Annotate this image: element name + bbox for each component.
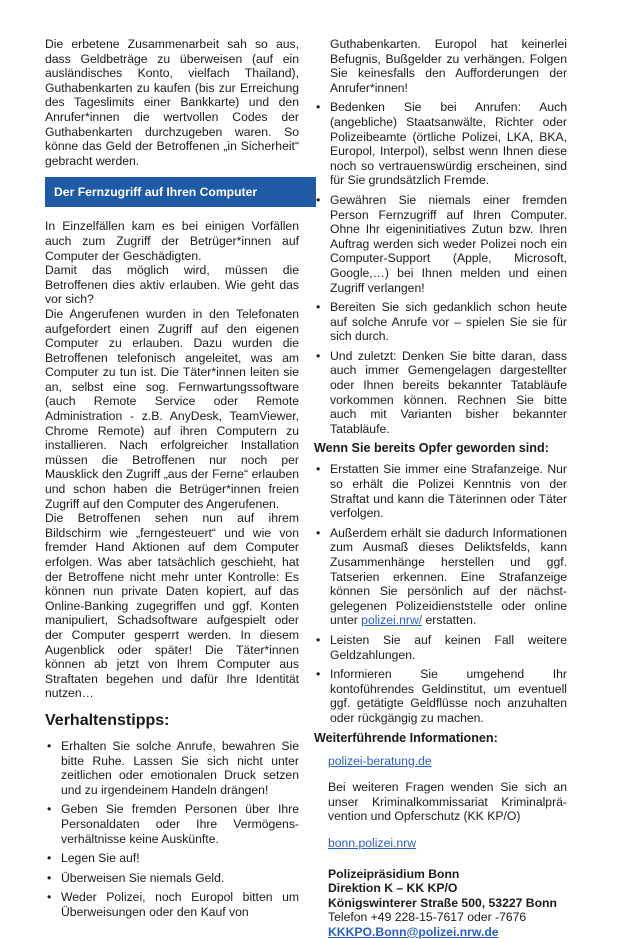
bonn-polizei-link[interactable]: bonn.polizei.nrw <box>328 836 416 850</box>
contact-dept: Direktion K – KK KP/O <box>328 881 567 896</box>
tip-item: • Bedenken Sie bei Anrufen: Auch (angebliche) Staatsanwälte, Richter oder Polizeibeamte (örtliche Polizei, LKA, BKA, Europol, Interpol), selbst wenn Ihnen diese noch so vertrauenswürdig erscheinen, sind für Sie grundsätzlich Fremde. <box>314 100 567 188</box>
tip-item: • Erhalten Sie solche Anrufe, bewahren Sie bitte Ruhe. Lassen Sie sich nicht unter zeitlichen oder emotionalen Druck setzen und zu irgendeinem Handeln drängen! <box>45 739 299 797</box>
victim-item <box>314 526 567 628</box>
info-link-row <box>314 836 567 851</box>
tips-heading: Verhaltenstipps: <box>45 711 299 730</box>
contact-org: Polizeipräsidium Bonn <box>328 867 567 882</box>
info-heading: Weiterführende Informationen: <box>314 731 567 746</box>
online-report-link[interactable]: polizei.nrw/ <box>361 613 422 627</box>
victim-item: • Erstatten Sie immer eine Strafanzeige. Nur so erhält die Polizei Kenntnis von der Straftat und kann die Täterinnen oder Täter verfolgen. <box>314 462 567 520</box>
victim-item: • Leisten Sie auf keinen Fall weitere Geldzahlungen. <box>314 633 567 662</box>
intro-paragraph: Die erbetene Zusammenarbeit sah so aus, dass Geldbeträge zu überweisen (auf ein ausländisches Konto, vielfach Thailand), Guthabenkarten zu kaufen (bis zur Erreichung des Tageslimits einer Bankkarte) und den Anrufer*innen die wertvollen Codes der Guthabenkarten durchzugeben waren. So könne das Geld der Betroffenen „in Sicherheit“ gebracht werden. <box>45 37 299 168</box>
left-column <box>45 37 299 924</box>
victim-item-text: Außerdem erhält sie dadurch Informationen zum Ausmaß dieses Deliktsfelds, kann Zusammenhänge herstellen und ggf. Tatserien erkennen. Eine Strafanzeige können Sie persönlich auf der nächst-gelegenen Polizeidienststelle oder online unter <box>330 526 567 628</box>
contact-email-link[interactable]: KKKPO.Bonn@polizei.nrw.de <box>328 925 499 939</box>
tip-continuation: Guthabenkarten. Europol hat keinerlei Befugnis, Bußgelder zu verhängen. Folgen Sie keinesfalls den Aufforderungen der Anrufer*innen! <box>314 37 567 95</box>
tip-item: • Bereiten Sie sich gedanklich schon heute auf solche Anrufe vor – spielen Sie sie für sich durch. <box>314 300 567 344</box>
victim-heading: Wenn Sie bereits Opfer geworden sind: <box>314 441 567 456</box>
victim-list <box>314 462 567 725</box>
remote-access-paragraph-4: Die Betroffenen sehen nun auf ihrem Bildschirm wie „ferngesteuert“ und wie von fremder Hand Aktionen auf dem Computer erfolgen. Was aber tatsächlich geschieht, hat der Betroffene nicht mehr unter Kontrolle: Es können nun private Daten kopiert, auf das Online-Banking zugegriffen und ggf. Konten manipuliert, Schadsoftware aufgespielt oder der Computer gesperrt werden. In diesem Augenblick oder später! Die Täter*innen können ab jetzt von Ihrem Computer aus Straftaten begehen und dafür Ihre Identität nutzen… <box>45 511 299 701</box>
spacer <box>314 768 567 780</box>
victim-item-suffix: erstatten. <box>422 613 476 627</box>
tips-list-continued <box>314 100 567 436</box>
tip-item: • Und zuletzt: Denken Sie bitte daran, dass auch immer Gemengelagen dargestellter oder Ihnen bereits bekannter Tatabläufe vorkommen können. Rechnen Sie bitte auch mit Varianten bisher bekannter Tatabläufe. <box>314 349 567 437</box>
right-column <box>314 37 567 939</box>
contact-address: Königswinterer Straße 500, 53227 Bonn <box>328 896 567 911</box>
remote-access-paragraph-3: Die Angerufenen wurden in den Telefonaten aufgefordert einen Zugriff auf den eigenen Computer zu erlauben. Dazu wurden die Betroffenen telefonisch angeleitet, was am Computer zu tun ist. Die Täter*innen leiten sie an, selbst eine sog. Fernwartungssoftware (auch Remote Service oder Remote Administration - z.B. AnyDesk, TeamViewer, Chrome Remote) auf ihren Computern zu installieren. Nach erfolgreicher Installation müssen die Betroffenen nur noch per Mausklick den Zugriff „aus der Ferne“ erlauben und schon haben die Betrüger*innen freien Zugriff auf den Computer des Angerufenen. <box>45 307 299 511</box>
remote-access-paragraph-1: In Einzelfällen kam es bei einigen Vorfällen auch zum Zugriff der Betrüger*innen auf Computer der Geschädigten. <box>45 219 299 263</box>
info-text: Bei weiteren Fragen wenden Sie sich an unser Kriminalkommissariat Kriminalprä-vention und Opferschutz (KK KP/O) <box>314 780 567 824</box>
victim-item: • Informieren Sie umgehend Ihr kontoführendes Geldinstitut, um eventuell ggf. getätigte Geldflüsse noch anzuhalten oder rückgängig zu machen. <box>314 667 567 725</box>
tip-item: • Legen Sie auf! <box>45 851 299 866</box>
remote-access-paragraph-2: Damit das möglich wird, müssen die Betroffenen dies aktiv erlauben. Wie geht das vor sich? <box>45 263 299 307</box>
tip-item: • Weder Polizei, noch Europol bitten um Überweisungen oder den Kauf von <box>45 890 299 919</box>
spacer <box>314 851 567 867</box>
spacer <box>314 824 567 836</box>
polizei-beratung-link[interactable]: polizei-beratung.de <box>328 754 432 768</box>
tips-list <box>45 739 299 920</box>
contact-phone: Telefon +49 228-15-7617 oder -7676 <box>328 910 567 925</box>
section-banner-remote-access: Der Fernzugriff auf Ihren Computer <box>45 177 316 207</box>
info-link-row <box>314 754 567 769</box>
tip-item: • Geben Sie fremden Personen über Ihre Personaldaten oder Ihre Vermögens-verhältnisse keine Auskünfte. <box>45 802 299 846</box>
tip-item: • Gewähren Sie niemals einer fremden Person Fernzugriff auf Ihren Computer. Ohne Ihr eigeninitiatives Zutun bzw. Ihren Auftrag werden sich weder Polizei noch ein Computer-Support (Apple, Microsoft, Google,…) bei Ihnen melden und einen Zugriff verlangen! <box>314 193 567 295</box>
tip-item: • Überweisen Sie niemals Geld. <box>45 871 299 886</box>
contact-block <box>314 867 567 939</box>
